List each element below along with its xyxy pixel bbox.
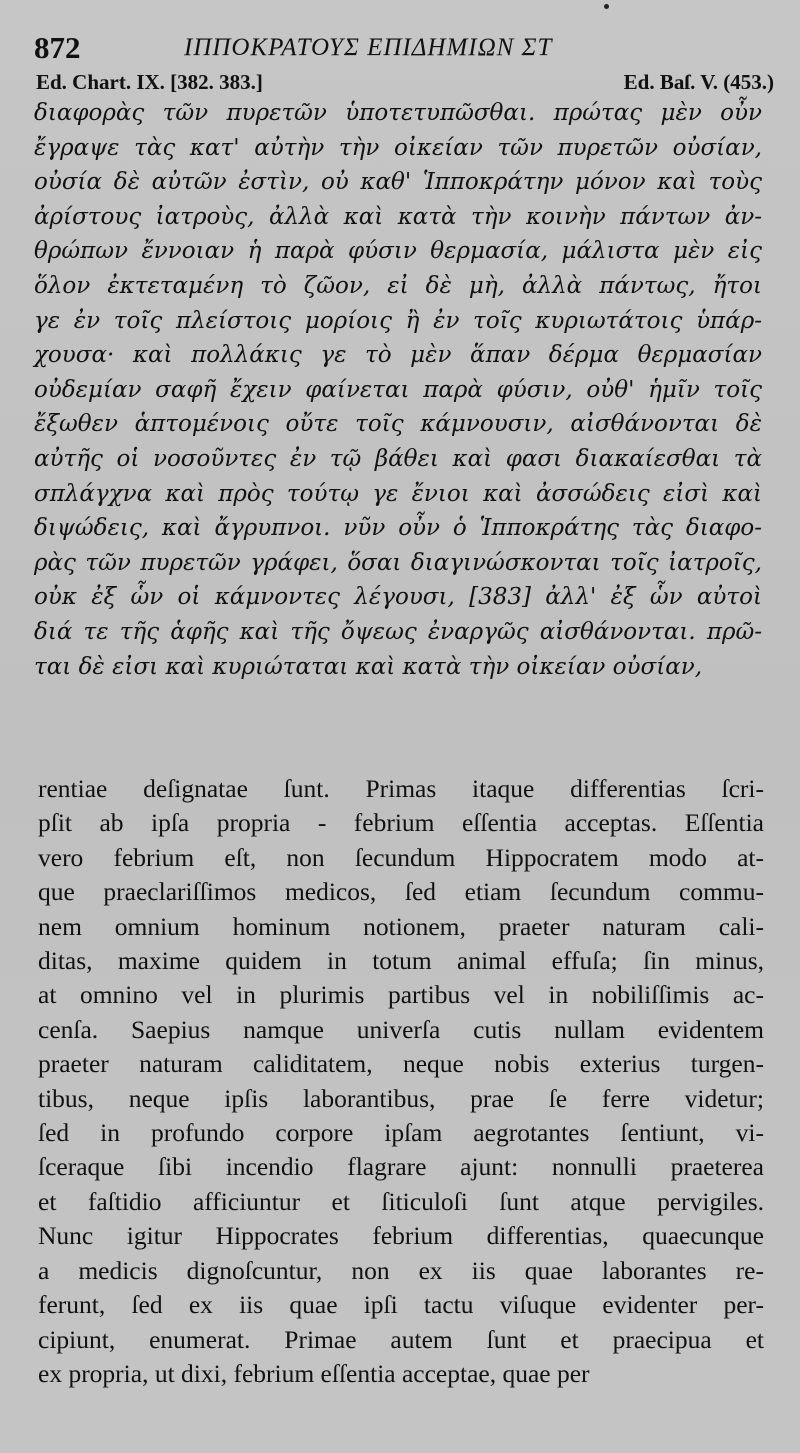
greek-text-line: διά τε τῆς ἁφῆς καὶ τῆς ὄψεως ἐναργῶς αἰσθάνονται. πρῶ-	[34, 618, 762, 645]
latin-text-line: tibus, neque ipſis laborantibus, prae ſe ferre videtur;	[38, 1083, 764, 1113]
latin-text-line: nem omnium hominum notionem, praeter naturam cali-	[38, 911, 764, 941]
latin-text-line: ditas, maxime quidem in totum animal effuſa; ſin minus,	[38, 946, 764, 976]
greek-text-line: διψώδεις, καὶ ἄγρυπνοι. νῦν οὖν ὁ Ἱπποκράτης τὰς διαφο-	[34, 515, 762, 542]
latin-text-line: cenſa. Saepius namque univerſa cutis nullam evidentem	[38, 1014, 764, 1044]
latin-text-line: ex propria, ut dixi, febrium eſſentia acceptae, quae per	[38, 1358, 590, 1388]
latin-text-line: praeter naturam caliditatem, neque nobis exterius turgen-	[38, 1049, 764, 1079]
latin-text-line: at omnino vel in plurimis partibus vel in nobiliſſimis ac-	[38, 980, 764, 1010]
greek-text-line: ρὰς τῶν πυρετῶν γράφει, ὅσαι διαγινώσκονται τοῖς ἰατροῖς,	[34, 549, 762, 576]
greek-text-line: οὐκ ἐξ ὧν οἱ κάμνοντες λέγουσι, [383] ἀλλ' ἐξ ὧν αὐτοὶ	[34, 584, 762, 611]
latin-text-line: que praeclariſſimos medicos, ſed etiam ſecundum commu-	[38, 877, 764, 907]
greek-text-line: χουσα· καὶ πολλάκις γε τὸ μὲν ἅπαν δέρμα θερμασίαν	[34, 342, 762, 369]
latin-text-line: cipiunt, enumerat. Primae autem ſunt et praecipua et	[38, 1324, 764, 1354]
latin-text-line: et faſtidio afficiuntur et ſiticuloſi ſunt atque pervigiles.	[38, 1186, 764, 1216]
greek-text-line: ἔξωθεν ἁπτομένοις οὔτε τοῖς κάμνουσιν, αἰσθάνονται δὲ	[34, 411, 762, 438]
greek-text-line: ται δὲ εἰσι καὶ κυριώταται καὶ κατὰ τὴν οἰκείαν οὐσίαν,	[34, 653, 703, 680]
greek-text-line: οὐσία δὲ αὐτῶν ἐστὶν, οὐ καθ' Ἱπποκράτην μόνον καὶ τοὺς	[34, 169, 762, 196]
greek-text-line: σπλάγχνα καὶ πρὸς τούτῳ γε ἔνιοι καὶ ἀσσώδεις εἰσὶ καὶ	[34, 480, 762, 507]
print-speck	[604, 4, 609, 9]
latin-text-line: Nunc igitur Hippocrates febrium differentias, quaecunque	[38, 1221, 764, 1251]
latin-text-line: ſed in profundo corpore ipſam aegrotantes ſentiunt, vi-	[38, 1118, 764, 1148]
latin-text-line: ſceraque ſibi incendio flagrare ajunt: nonnulli praeterea	[38, 1152, 764, 1182]
running-head	[34, 28, 770, 66]
latin-text-block	[38, 772, 764, 1391]
edition-chart-reference: Ed. Chart. IX. [382. 383.]	[36, 70, 263, 94]
greek-text-line: ἔγραψε τὰς κατ' αὐτὴν τὴν οἰκείαν τῶν πυρετῶν οὐσίαν,	[34, 134, 762, 161]
edition-basel-reference: Ed. Baſ. V. (453.)	[623, 70, 774, 94]
latin-text-line: a medicis dignoſcuntur, non ex iis quae laborantes re-	[38, 1255, 764, 1285]
edition-reference-line	[36, 70, 774, 98]
running-title: ΙΠΠΟΚΡΑΤΟΥΣ ΕΠΙΔΗΜΙΩΝ ΣΤ	[184, 34, 553, 61]
latin-text-line: vero febrium eſt, non ſecundum Hippocratem modo at-	[38, 842, 764, 872]
latin-text-line: rentiae deſignatae ſunt. Primas itaque differentias ſcri-	[38, 774, 764, 803]
greek-text-line: γε ἐν τοῖς πλείστοις μορίοις ἢ ἐν τοῖς κυριωτάτοις ὑπάρ-	[34, 307, 762, 334]
greek-text-line: ἀρίστους ἰατροὺς, ἀλλὰ καὶ κατὰ τὴν κοινὴν πάντων ἀν-	[34, 203, 762, 230]
page-number: 872	[34, 30, 81, 65]
greek-text-line: οὐδεμίαν σαφῆ ἔχειν φαίνεται παρὰ φύσιν, οὐθ' ἡμῖν τοῖς	[34, 376, 762, 403]
greek-text-line: διαφορὰς τῶν πυρετῶν ὑποτετυπῶσθαι. πρώτας μὲν οὖν	[34, 100, 762, 126]
greek-text-block	[34, 96, 762, 684]
greek-text-line: θρώπων ἔννοιαν ἡ παρὰ φύσιν θερμασία, μάλιστα μὲν εἰς	[34, 238, 762, 265]
greek-text-line: αὐτῆς οἱ νοσοῦντες ἐν τῷ βάθει καὶ φασι διακαίεσθαι τὰ	[34, 445, 762, 472]
latin-text-line: ferunt, ſed ex iis quae ipſi tactu viſuque evidenter per-	[38, 1290, 764, 1320]
latin-text-line: pſit ab ipſa propria - febrium eſſentia acceptas. Eſſentia	[38, 808, 764, 838]
greek-text-line: ὅλον ἐκτεταμένη τὸ ζῶον, εἰ δὲ μὴ, ἀλλὰ πάντως, ἤτοι	[34, 272, 762, 299]
